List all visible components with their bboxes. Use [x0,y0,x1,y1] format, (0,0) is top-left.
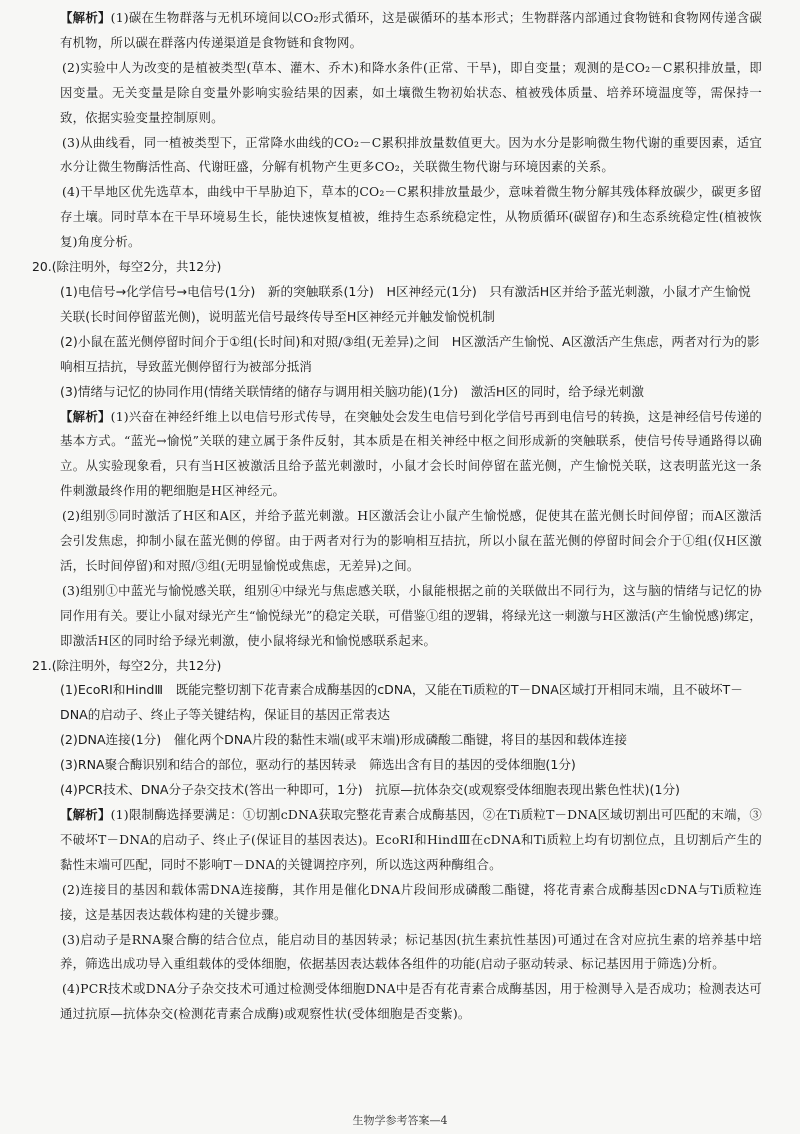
q20-answer-2: (2)小鼠在蓝光侧停留时间介于①组(长时间)和对照/③组(无差异)之间 H区激活产生愉悦、A区激活产生焦虑，两者对行为的影响相互拮抗，导致蓝光侧停留行为被部分抵消 [60,333,760,374]
q20-answer-1: (1)电信号→化学信号→电信号(1分) 新的突触联系(1分) H区神经元(1分) 只有激活H区并给予蓝光刺激，小鼠才产生愉悦关联(长时间停留蓝光侧)，说明蓝光信号最终传导至H区神经元并触发愉悦机制 [60,283,751,324]
q21-analysis-2: (2)连接目的基因和载体需DNA连接酶，其作用是催化DNA片段间形成磷酸二酯键，将花青素合成酶基因cDNA与Ti质粒连接，这是基因表达载体构建的关键步骤。 [60,881,762,922]
analysis-tag: 【解析】 [60,408,111,424]
q21-analysis-3: (3)启动子是RNA聚合酶的结合位点，能启动目的基因转录；标记基因(抗生素抗性基因)可通过在含对应抗生素的培养基中培养，筛选出成功导入重组载体的受体细胞，依据基因表达载体各组件的功能(启动子驱动转录、标记基因用于筛选)分析。 [60,931,762,972]
q19-analysis-2: (2)实验中人为改变的是植被类型(草本、灌木、乔木)和降水条件(正常、干旱)，即自变量；观测的是CO₂－C累积排放量，即因变量。无关变量是除自变量外影响实验结果的因素，如土壤微生物初始状态、植被残体质量、培养环境温度等，需保持一致，依据实验变量控制原则。 [60,59,762,125]
q20-answer-3: (3)情绪与记忆的协同作用(情绪关联情绪的储存与调用相关脑功能)(1分) 激活H区的同时，给予绿光刺激 [60,383,644,399]
analysis-tag: 【解析】 [60,10,111,25]
q21-header: 21.(除注明外，每空2分，共12分) [32,657,222,673]
q19-analysis-3: (3)从曲线看，同一植被类型下，正常降水曲线的CO₂－C累积排放量数值更大。因为水分是影响微生物代谢的重要因素，适宜水分让微生物酶活性高、代谢旺盛，分解有机物产生更多CO₂，关联微生物代谢与环境因素的关系。 [60,134,762,175]
q19-analysis-4: (4)干旱地区优先选草本，曲线中干旱胁迫下，草本的CO₂－C累积排放量最少，意味着微生物分解其残体释放碳少，碳更多留存土壤。同时草本在干旱环境易生长，能快速恢复植被，维持生态系统稳定性，从物质循环(碳留存)和生态系统稳定性(植被恢复)角度分析。 [60,184,762,250]
q20-analysis-1: 【解析】(1)兴奋在神经纤维上以电信号形式传导，在突触处会发生电信号到化学信号再到电信号的转换，这是神经信号传递的基本方式。“蓝光→愉悦”关联的建立属于条件反射，其本质是在相关神经中枢之间形成新的突触联系，使信号传导通路得以确立。从实验现象看，只有当H区被激活且给予蓝光刺激时，小鼠才会长时间停留在蓝光侧，产生愉悦关联，这表明蓝光这一条件刺激最终作用的靶细胞是H区神经元。 [60,408,762,499]
q19-analysis-1: 【解析】(1)碳在生物群落与无机环境间以CO₂形式循环，这是碳循环的基本形式；生物群落内部通过食物链和食物网传递含碳有机物，所以碳在群落内传递渠道是食物链和食物网。 [60,10,762,50]
analysis-tag: 【解析】 [60,807,111,822]
q21-answer-3: (3)RNA聚合酶识别和结合的部位，驱动行的基因转录 筛选出含有目的基因的受体细胞(1分) [60,757,576,773]
q21-answer-2: (2)DNA连接(1分) 催化两个DNA片段的黏性末端(或平末端)形成磷酸二酯键，将目的基因和载体连接 [60,732,627,748]
q20-analysis-2: (2)组别⑤同时激活了H区和A区，并给予蓝光刺激。H区激活会让小鼠产生愉悦感，促使其在蓝光侧长时间停留；而A区激活会引发焦虑，抑制小鼠在蓝光侧的停留。由于两者对行为的影响相互拮抗，所以小鼠在蓝光侧的停留时间会介于①组(仅H区激活，长时间停留)和对照/③组(无明显愉悦或焦虑，无差异)之间。 [60,508,762,573]
page-footer: 生物学参考答案—4 [352,1114,448,1127]
q21-analysis-4: (4)PCR技术或DNA分子杂交技术可通过检测受体细胞DNA中是否有花青素合成酶基因，用于检测导入是否成功；检测表达可通过抗原—抗体杂交(检测花青素合成酶)或观察性状(受体细胞是否变紫)。 [60,981,762,1022]
q21-answer-1: (1)EcoRⅠ和HindⅢ 既能完整切割下花青素合成酶基因的cDNA，又能在Ti质粒的T－DNA区域打开相同末端，且不破坏T－DNA的启动子、终止子等关键结构，保证目的基因正常表达 [60,682,743,723]
q20-analysis-3: (3)组别①中蓝光与愉悦感关联，组别④中绿光与焦虑感关联，小鼠能根据之前的关联做出不同行为，这与脑的情绪与记忆的协同作用有关。要让小鼠对绿光产生“愉悦绿光”的稳定关联，可借鉴①组的逻辑，将绿光这一刺激与H区激活(产生愉悦感)绑定，即激活H区的同时给予绿光刺激，使小鼠将绿光和愉悦感联系起来。 [60,582,762,648]
q21-analysis-1: 【解析】(1)限制酶选择要满足：①切割cDNA获取完整花青素合成酶基因，②在Ti质粒T－DNA区域切割出可匹配的末端，③不破坏T－DNA的启动子、终止子(保证目的基因表达)。EcoRⅠ和HindⅢ在cDNA和Ti质粒上均有切割位点，且切割后产生的黏性末端可匹配，同时不影响T－DNA的关键调控序列，所以选这两种酶组合。 [60,807,762,872]
q20-header: 20.(除注明外，每空2分，共12分) [32,259,222,275]
q21-answer-4: (4)PCR技术、DNA分子杂交技术(答出一种即可，1分) 抗原—抗体杂交(或观察受体细胞表现出紫色性状)(1分) [60,782,680,798]
